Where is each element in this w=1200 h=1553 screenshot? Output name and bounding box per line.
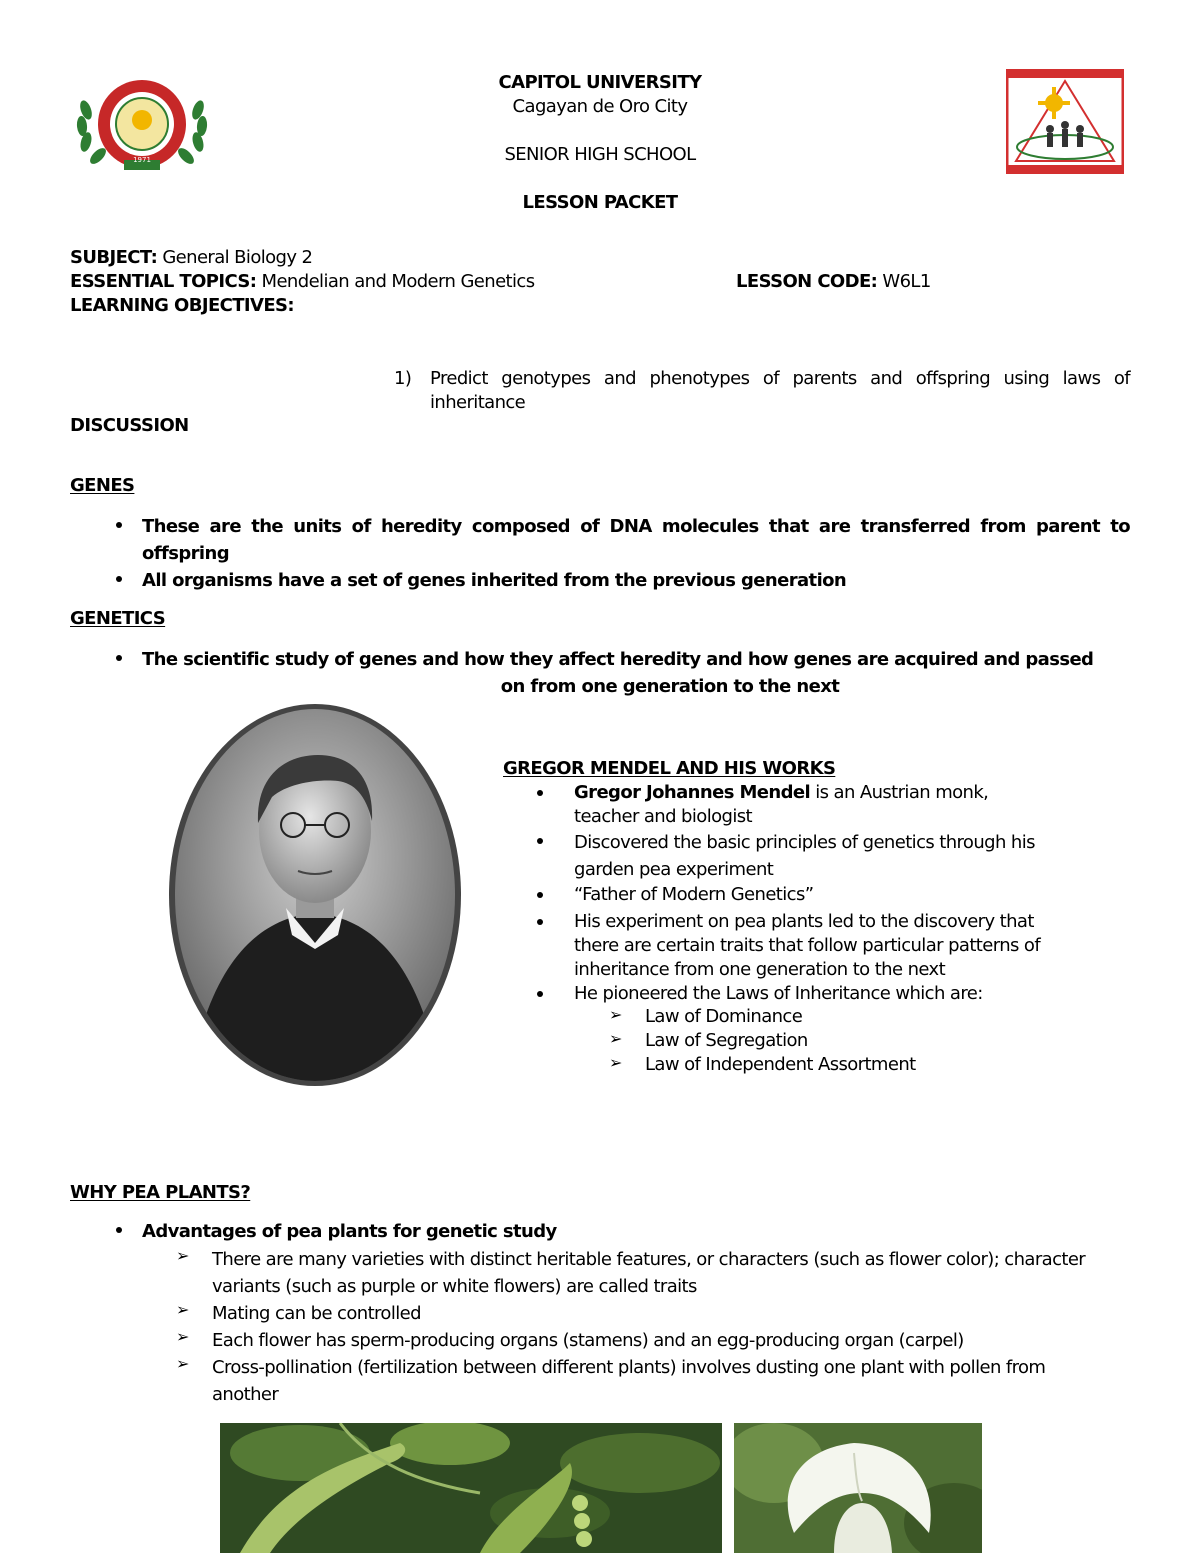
genetics-line-2: on from one generation to the next	[500, 676, 840, 697]
arrow-bullet-icon: ➢	[609, 1029, 623, 1048]
subject-label: SUBJECT:	[70, 247, 158, 268]
law-item	[609, 1029, 1009, 1053]
bullet-icon	[537, 838, 543, 844]
objective-text: Predict genotypes and phenotypes of parents and offspring using laws of inheritance	[430, 368, 1130, 413]
mendel-item-3: “Father of Modern Genetics”	[574, 884, 814, 905]
pea-point	[176, 1246, 1126, 1300]
subject-line	[70, 246, 670, 270]
pea-bullet: Advantages of pea plants for genetic study	[142, 1221, 557, 1242]
topics-line	[70, 270, 690, 294]
list-item	[537, 781, 1037, 829]
objectives-label: LEARNING OBJECTIVES:	[70, 295, 295, 316]
law-3: Law of Independent Assortment	[645, 1054, 916, 1075]
list-item	[70, 646, 1130, 673]
pea-point	[176, 1300, 1126, 1327]
list-item	[70, 1218, 1130, 1245]
bullet-icon	[537, 892, 543, 898]
pea-flower-photo	[734, 1423, 982, 1553]
pea-point-1: There are many varieties with distinct heritable features, or characters (such as flower color); character variants (such as purple or white flowers) are called traits	[212, 1249, 1086, 1297]
pea-point	[176, 1354, 1126, 1408]
genes-heading: GENES	[70, 475, 135, 496]
list-item	[537, 982, 1037, 1006]
pea-pod-photo	[220, 1423, 722, 1553]
genetics-heading: GENETICS	[70, 608, 166, 629]
pea-point-2: Mating can be controlled	[212, 1303, 421, 1324]
genes-item-2: All organisms have a set of genes inherited from the previous generation	[142, 570, 847, 591]
lesson-code-label: LESSON CODE:	[736, 271, 878, 292]
university-name: CAPITOL UNIVERSITY	[498, 72, 702, 93]
law-2: Law of Segregation	[645, 1030, 808, 1051]
mendel-heading: GREGOR MENDEL AND HIS WORKS	[503, 758, 836, 779]
law-item	[609, 1053, 1009, 1077]
arrow-bullet-icon: ➢	[176, 1300, 190, 1319]
law-item	[609, 1005, 1009, 1029]
topics-label: ESSENTIAL TOPICS:	[70, 271, 257, 292]
basic-education-logo	[1006, 69, 1124, 174]
arrow-bullet-icon: ➢	[176, 1354, 190, 1373]
lesson-code-value: W6L1	[877, 271, 931, 292]
bullet-icon	[537, 790, 543, 796]
mendel-item-4: His experiment on pea plants led to the discovery that there are certain traits that follow particular patterns of inheritance from one generation to the next	[574, 911, 1041, 980]
list-item	[70, 567, 1130, 594]
bullet-icon	[116, 522, 122, 528]
pea-point	[176, 1327, 1126, 1354]
seal-year: 1971	[133, 156, 151, 164]
list-item	[537, 883, 1037, 907]
mendel-portrait	[168, 703, 462, 1088]
packet-title: LESSON PACKET	[522, 192, 678, 213]
arrow-bullet-icon: ➢	[609, 1053, 623, 1072]
bullet-icon	[537, 919, 543, 925]
arrow-bullet-icon: ➢	[176, 1327, 190, 1346]
school-name: SENIOR HIGH SCHOOL	[504, 144, 696, 165]
list-item	[537, 910, 1057, 982]
subject-value: General Biology 2	[157, 247, 313, 268]
pea-heading: WHY PEA PLANTS?	[70, 1182, 251, 1203]
law-1: Law of Dominance	[645, 1006, 803, 1027]
bullet-icon	[116, 1227, 122, 1233]
bullet-icon	[537, 991, 543, 997]
objective-number: 1)	[394, 368, 412, 389]
arrow-bullet-icon: ➢	[176, 1246, 190, 1265]
mendel-item-2: Discovered the basic principles of genetics through his garden pea experiment	[574, 832, 1035, 880]
lesson-code-line	[736, 270, 1036, 294]
mendel-item-1-rest: is an Austrian monk, teacher and biologist	[574, 782, 989, 827]
pea-point-3: Each flower has sperm-producing organs (stamens) and an egg-producing organ (carpel)	[212, 1330, 964, 1351]
list-item	[537, 829, 1037, 883]
mendel-item-1-bold: Gregor Johannes Mendel	[574, 782, 811, 803]
topics-value: Mendelian and Modern Genetics	[256, 271, 535, 292]
pea-point-4: Cross-pollination (fertilization between different plants) involves dusting one plant with pollen from another	[212, 1357, 1046, 1405]
mendel-item-5: He pioneered the Laws of Inheritance which are:	[574, 983, 983, 1004]
university-city: Cagayan de Oro City	[512, 96, 688, 117]
discussion-heading: DISCUSSION	[70, 415, 189, 436]
bullet-icon	[116, 576, 122, 582]
genes-item-1: These are the units of heredity composed of DNA molecules that are transferred from parent to offspring	[142, 516, 1130, 564]
bullet-icon	[116, 655, 122, 661]
genetics-line-1: The scientific study of genes and how they affect heredity and how genes are acquired and passed	[142, 649, 1094, 670]
arrow-bullet-icon: ➢	[609, 1005, 623, 1024]
list-item	[70, 513, 1130, 567]
